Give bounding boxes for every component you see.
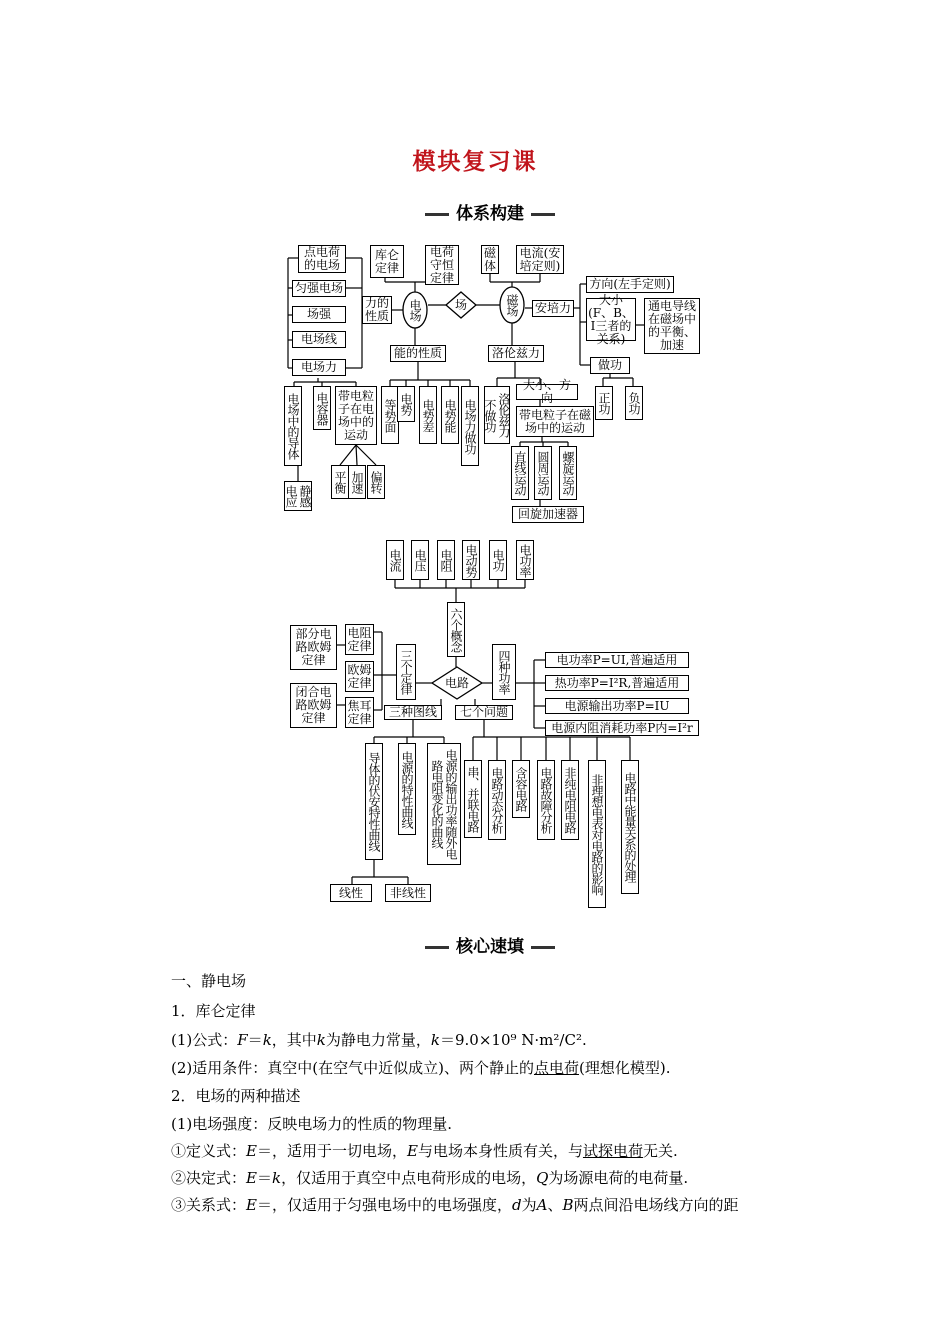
box-linear-motion: 直线运动 — [511, 446, 529, 500]
page-title: 模块复习课 — [412, 148, 538, 175]
box-circular-motion: 圆周运动 — [534, 446, 552, 500]
box-balance: 平衡 — [331, 465, 349, 499]
box-lorentz-force: 洛伦兹力 — [488, 345, 544, 362]
heading-field-description: 2．电场的两种描述 — [171, 1087, 301, 1105]
box-uniform-field: 匀强电场 — [292, 280, 346, 297]
line-formula: (1)公式：F＝k，其中k为静电力常量，k＝9.0×10⁹ N·m²/C². — [171, 1031, 587, 1049]
box-ohm-law: 欧姆定律 — [345, 661, 374, 692]
box-four-powers: 四种功率 — [492, 644, 516, 700]
oval-electric-field: 电场 — [408, 299, 422, 321]
box-capacitor: 电容器 — [313, 386, 331, 430]
box-fault-analysis: 电路故障分析 — [537, 760, 555, 840]
box-direction-left-hand: 方向(左手定则) — [586, 276, 674, 293]
box-electric-power: 电功率 — [516, 540, 534, 580]
box-electric-force: 电场力 — [292, 359, 346, 376]
section-header-core: 核心速填 — [425, 938, 555, 956]
box-electric-work: 电功 — [489, 540, 507, 580]
line-determination: ②决定式：E＝k，仅适用于真空中点电荷形成的电场，Q为场源电荷的电荷量. — [171, 1169, 689, 1187]
box-spiral-motion: 螺旋运动 — [559, 446, 577, 500]
box-magnitude-direction: 大小、方向 — [516, 384, 578, 400]
box-source-curve: 电源的特性曲线 — [398, 743, 416, 835]
box-current: 电流 — [386, 540, 404, 580]
box-dynamic-analysis: 电路动态分析 — [488, 760, 506, 840]
box-field-strength: 场强 — [292, 306, 346, 323]
line-field-strength: (1)电场强度：反映电场力的性质的物理量. — [171, 1115, 453, 1133]
box-potential: 电势 — [397, 386, 415, 422]
box-charge-conservation: 电荷守恒定律 — [425, 245, 459, 285]
box-linear: 线性 — [330, 884, 372, 902]
box-resistance: 电阻 — [437, 540, 455, 580]
line-condition: (2)适用条件：真空中(在空气中近似成立)、两个静止的点电荷(理想化模型). — [171, 1059, 671, 1077]
box-internal-power: 电源内阻消耗功率P内=I²r — [545, 720, 699, 736]
box-series-parallel: 串、并联电路 — [464, 760, 482, 838]
box-non-ideal-meter: 非理想电表对电路的影响 — [588, 760, 606, 908]
box-particle-in-e-field: 带电粒子在电场中的运动 — [335, 386, 377, 445]
box-deflection: 偏转 — [367, 465, 385, 499]
box-output-vs-resistance-curve: 电源的输出功率随外电路电阻变化的曲线 — [427, 743, 461, 865]
box-partial-ohm-law: 部分电路欧姆定律 — [290, 625, 337, 670]
section-header-system: 体系构建 — [425, 205, 555, 223]
line-definition: ①定义式：E＝，适用于一切电场，E与电场本身性质有关，与试探电荷无关. — [171, 1142, 678, 1160]
box-acceleration: 加速 — [348, 465, 366, 499]
box-six-concepts: 六个概念 — [447, 602, 465, 657]
box-coulomb-law: 库仑定律 — [370, 245, 404, 278]
line-relation: ③关系式：E＝，仅适用于匀强电场中的电场强度，d为A、B两点间沿电场线方向的距 — [171, 1196, 739, 1214]
box-conductor-in-field: 电场中的导体 — [284, 386, 302, 466]
box-resistance-law: 电阻定律 — [345, 624, 374, 655]
heading-electrostatics: 一、静电场 — [171, 972, 247, 990]
box-magnitude-fbi: 大小(F、B、I三者的关系) — [586, 298, 636, 341]
box-output-power: 电源输出功率P=IU — [545, 698, 689, 714]
box-voltage: 电压 — [411, 540, 429, 580]
box-field-line: 电场线 — [292, 331, 346, 348]
box-equipotential: 等势面 — [381, 386, 399, 444]
box-energy-relation: 电路中能量关系的处理 — [621, 760, 639, 894]
box-volt-ampere-curve: 导体的伏安特性曲线 — [365, 743, 383, 860]
box-nonlinear: 非线性 — [385, 884, 431, 902]
box-non-pure-resistance: 非纯电阻电路 — [561, 760, 579, 840]
box-capacitor-circuit: 含容电路 — [512, 760, 530, 818]
box-current-ampere-rule: 电流(安培定则) — [516, 245, 564, 274]
box-positive-work: 正功 — [595, 386, 613, 420]
box-do-work: 做功 — [590, 357, 630, 374]
box-cyclotron: 回旋加速器 — [512, 506, 584, 523]
box-point-charge-field: 点电荷的电场 — [298, 245, 346, 273]
box-energy-property: 能的性质 — [390, 345, 446, 362]
box-closed-ohm-law: 闭合电路欧姆定律 — [290, 683, 337, 728]
box-field-force-work: 电场力做功 — [461, 386, 479, 466]
box-particle-in-b-field: 带电粒子在磁场中的运动 — [516, 406, 594, 437]
box-force-property: 力的性质 — [362, 296, 392, 324]
box-heat-power: 热功率P=I²R,普遍适用 — [545, 675, 689, 691]
diamond-field: 场 — [454, 297, 467, 312]
heading-coulomb: 1．库仑定律 — [171, 1002, 256, 1020]
oval-magnetic-field: 磁场 — [505, 294, 519, 316]
box-power-ui: 电功率P=UI,普遍适用 — [545, 652, 689, 668]
box-emf: 电动势 — [462, 540, 480, 580]
box-electrostatic-induction: 静感电应 — [284, 481, 312, 511]
box-lorentz-no-work: 洛伦兹力不做功 — [484, 386, 510, 444]
box-potential-difference: 电势差 — [419, 386, 437, 444]
box-joule-law: 焦耳定律 — [345, 697, 374, 728]
box-seven-issues: 七个问题 — [455, 705, 513, 720]
box-wire-balance: 通电导线在磁场中的平衡、加速 — [644, 298, 700, 354]
box-negative-work: 负功 — [625, 386, 643, 420]
box-magnet: 磁体 — [481, 245, 499, 274]
diamond-circuit: 电路 — [444, 676, 469, 690]
box-three-laws: 三个定律 — [396, 644, 416, 700]
box-potential-energy: 电势能 — [441, 386, 459, 444]
box-ampere-force: 安培力 — [532, 300, 574, 317]
box-three-graphs: 三种图线 — [384, 705, 442, 720]
